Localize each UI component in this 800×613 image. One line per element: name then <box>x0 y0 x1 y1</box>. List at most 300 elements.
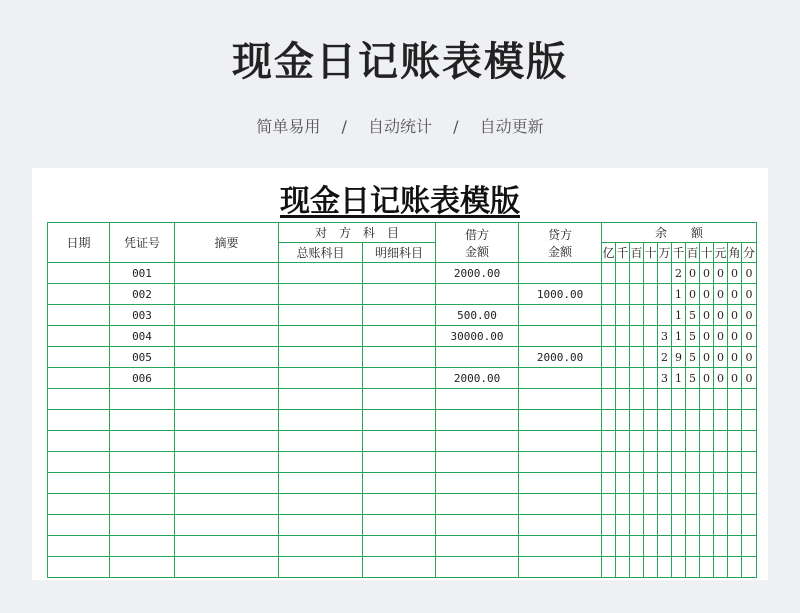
date-cell[interactable] <box>48 536 110 557</box>
header-digit-unit: 十 <box>700 243 714 263</box>
balance-digit-cell[interactable] <box>714 557 728 578</box>
header-credit-line1: 贷方 <box>548 227 573 242</box>
ledger-table <box>47 222 757 578</box>
balance-digit-cell[interactable] <box>672 452 686 473</box>
detail-account-cell[interactable] <box>363 431 436 452</box>
balance-digit-cell[interactable]: 1 <box>672 326 686 347</box>
balance-digit-cell[interactable] <box>630 368 644 389</box>
date-cell[interactable] <box>48 305 110 326</box>
balance-digit-cell[interactable] <box>616 326 630 347</box>
balance-digit-cell[interactable] <box>714 452 728 473</box>
balance-digit-cell[interactable] <box>616 347 630 368</box>
balance-digit-cell[interactable]: 0 <box>742 368 757 389</box>
header-counter-account: 对 方 科 目 <box>279 223 436 243</box>
voucher-cell[interactable] <box>110 473 175 494</box>
balance-digit-cell[interactable] <box>616 263 630 284</box>
balance-digit-cell[interactable]: 0 <box>742 347 757 368</box>
debit-cell[interactable]: 500.00 <box>436 305 519 326</box>
detail-account-cell[interactable] <box>363 494 436 515</box>
balance-digit-cell[interactable] <box>672 473 686 494</box>
credit-cell[interactable]: 2000.00 <box>519 347 602 368</box>
credit-cell[interactable] <box>519 326 602 347</box>
balance-digit-cell[interactable] <box>630 452 644 473</box>
credit-cell[interactable] <box>519 368 602 389</box>
general-account-cell[interactable] <box>279 431 363 452</box>
balance-digit-cell[interactable]: 0 <box>728 326 742 347</box>
balance-digit-cell[interactable] <box>658 263 672 284</box>
balance-digit-cell[interactable] <box>644 536 658 557</box>
tag-separator: / <box>453 117 459 136</box>
balance-digit-cell[interactable] <box>616 515 630 536</box>
balance-digit-cell[interactable] <box>630 473 644 494</box>
date-cell[interactable] <box>48 431 110 452</box>
tag-simple: 简单易用 <box>256 117 321 136</box>
balance-digit-cell[interactable]: 1 <box>672 368 686 389</box>
balance-digit-cell[interactable]: 0 <box>700 347 714 368</box>
balance-digit-cell[interactable] <box>728 410 742 431</box>
table-row <box>48 494 757 515</box>
table-row <box>48 431 757 452</box>
balance-digit-cell[interactable] <box>644 263 658 284</box>
credit-cell[interactable] <box>519 494 602 515</box>
balance-digit-cell[interactable] <box>616 431 630 452</box>
balance-digit-cell[interactable] <box>616 473 630 494</box>
header-digit-unit: 百 <box>686 243 700 263</box>
balance-digit-cell[interactable] <box>616 368 630 389</box>
debit-cell[interactable]: 2000.00 <box>436 263 519 284</box>
date-cell[interactable] <box>48 410 110 431</box>
balance-digit-cell[interactable] <box>728 515 742 536</box>
summary-cell[interactable] <box>175 347 279 368</box>
balance-digit-cell[interactable]: 0 <box>714 326 728 347</box>
balance-digit-cell[interactable] <box>658 410 672 431</box>
header-date: 日期 <box>48 223 110 263</box>
debit-cell[interactable]: 2000.00 <box>436 368 519 389</box>
general-account-cell[interactable] <box>279 347 363 368</box>
balance-digit-cell[interactable] <box>714 431 728 452</box>
balance-digit-cell[interactable] <box>602 473 616 494</box>
debit-cell[interactable] <box>436 515 519 536</box>
balance-digit-cell[interactable] <box>630 305 644 326</box>
balance-digit-cell[interactable] <box>644 326 658 347</box>
balance-digit-cell[interactable] <box>686 515 700 536</box>
balance-digit-cell[interactable] <box>616 284 630 305</box>
detail-account-cell[interactable] <box>363 452 436 473</box>
balance-digit-cell[interactable] <box>700 557 714 578</box>
summary-cell[interactable] <box>175 368 279 389</box>
debit-cell[interactable] <box>436 473 519 494</box>
detail-account-cell[interactable] <box>363 347 436 368</box>
header-digit-unit: 十 <box>644 243 658 263</box>
balance-digit-cell[interactable]: 0 <box>700 263 714 284</box>
summary-cell[interactable] <box>175 389 279 410</box>
balance-digit-cell[interactable] <box>644 305 658 326</box>
balance-digit-cell[interactable]: 0 <box>742 305 757 326</box>
balance-digit-cell[interactable] <box>644 431 658 452</box>
balance-digit-cell[interactable] <box>644 494 658 515</box>
balance-digit-cell[interactable] <box>686 431 700 452</box>
balance-digit-cell[interactable] <box>658 389 672 410</box>
table-row <box>48 368 757 389</box>
date-cell[interactable] <box>48 368 110 389</box>
table-row <box>48 557 757 578</box>
date-cell[interactable] <box>48 557 110 578</box>
debit-cell[interactable] <box>436 431 519 452</box>
balance-digit-cell[interactable] <box>686 410 700 431</box>
credit-cell[interactable] <box>519 473 602 494</box>
balance-digit-cell[interactable] <box>714 515 728 536</box>
detail-account-cell[interactable] <box>363 536 436 557</box>
balance-digit-cell[interactable] <box>602 368 616 389</box>
balance-digit-cell[interactable]: 5 <box>686 368 700 389</box>
balance-digit-cell[interactable] <box>686 557 700 578</box>
balance-digit-cell[interactable] <box>700 389 714 410</box>
balance-digit-cell[interactable]: 3 <box>658 326 672 347</box>
header-detail-account: 明细科目 <box>363 243 436 263</box>
date-cell[interactable] <box>48 515 110 536</box>
balance-digit-cell[interactable]: 1 <box>672 284 686 305</box>
balance-digit-cell[interactable] <box>630 263 644 284</box>
balance-digit-cell[interactable]: 0 <box>742 263 757 284</box>
balance-digit-cell[interactable] <box>658 557 672 578</box>
detail-account-cell[interactable] <box>363 368 436 389</box>
balance-digit-cell[interactable] <box>644 347 658 368</box>
credit-cell[interactable] <box>519 305 602 326</box>
general-account-cell[interactable] <box>279 494 363 515</box>
balance-digit-cell[interactable]: 1 <box>672 305 686 326</box>
balance-digit-cell[interactable] <box>602 284 616 305</box>
balance-digit-cell[interactable] <box>616 494 630 515</box>
balance-digit-cell[interactable] <box>672 410 686 431</box>
balance-digit-cell[interactable]: 0 <box>714 284 728 305</box>
balance-digit-cell[interactable] <box>686 494 700 515</box>
balance-digit-cell[interactable] <box>602 536 616 557</box>
summary-cell[interactable] <box>175 326 279 347</box>
general-account-cell[interactable] <box>279 389 363 410</box>
detail-account-cell[interactable] <box>363 284 436 305</box>
balance-digit-cell[interactable] <box>658 515 672 536</box>
balance-digit-cell[interactable] <box>742 473 757 494</box>
header-digit-unit: 亿 <box>602 243 616 263</box>
date-cell[interactable] <box>48 473 110 494</box>
balance-digit-cell[interactable] <box>658 431 672 452</box>
balance-digit-cell[interactable]: 0 <box>714 347 728 368</box>
detail-account-cell[interactable] <box>363 305 436 326</box>
balance-digit-cell[interactable] <box>602 326 616 347</box>
balance-digit-cell[interactable]: 5 <box>686 347 700 368</box>
balance-digit-cell[interactable] <box>658 452 672 473</box>
balance-digit-cell[interactable] <box>644 515 658 536</box>
balance-digit-cell[interactable]: 3 <box>658 368 672 389</box>
general-account-cell[interactable] <box>279 557 363 578</box>
balance-digit-cell[interactable]: 0 <box>700 326 714 347</box>
balance-digit-cell[interactable]: 2 <box>672 263 686 284</box>
balance-digit-cell[interactable] <box>742 410 757 431</box>
balance-digit-cell[interactable] <box>616 305 630 326</box>
detail-account-cell[interactable] <box>363 410 436 431</box>
summary-cell[interactable] <box>175 263 279 284</box>
table-row <box>48 452 757 473</box>
general-account-cell[interactable] <box>279 410 363 431</box>
balance-digit-cell[interactable] <box>714 494 728 515</box>
balance-digit-cell[interactable] <box>686 473 700 494</box>
summary-cell[interactable] <box>175 284 279 305</box>
balance-digit-cell[interactable] <box>742 452 757 473</box>
detail-account-cell[interactable] <box>363 557 436 578</box>
balance-digit-cell[interactable] <box>714 389 728 410</box>
balance-digit-cell[interactable] <box>728 452 742 473</box>
balance-digit-cell[interactable] <box>728 389 742 410</box>
balance-digit-cell[interactable] <box>658 305 672 326</box>
general-account-cell[interactable] <box>279 326 363 347</box>
balance-digit-cell[interactable]: 0 <box>728 284 742 305</box>
summary-cell[interactable] <box>175 536 279 557</box>
date-cell[interactable] <box>48 389 110 410</box>
date-cell[interactable] <box>48 326 110 347</box>
balance-digit-cell[interactable] <box>742 494 757 515</box>
balance-digit-cell[interactable] <box>602 431 616 452</box>
balance-digit-cell[interactable] <box>714 536 728 557</box>
balance-digit-cell[interactable] <box>630 557 644 578</box>
credit-cell[interactable] <box>519 452 602 473</box>
general-account-cell[interactable] <box>279 368 363 389</box>
credit-cell[interactable] <box>519 431 602 452</box>
balance-digit-cell[interactable]: 0 <box>728 347 742 368</box>
balance-digit-cell[interactable] <box>644 473 658 494</box>
balance-digit-cell[interactable] <box>700 410 714 431</box>
balance-digit-cell[interactable] <box>630 431 644 452</box>
balance-digit-cell[interactable] <box>630 536 644 557</box>
balance-digit-cell[interactable] <box>602 389 616 410</box>
balance-digit-cell[interactable] <box>644 410 658 431</box>
credit-cell[interactable] <box>519 410 602 431</box>
debit-cell[interactable]: 30000.00 <box>436 326 519 347</box>
header-debit <box>436 223 519 263</box>
balance-digit-cell[interactable] <box>644 368 658 389</box>
credit-cell[interactable] <box>519 557 602 578</box>
balance-digit-cell[interactable]: 5 <box>686 326 700 347</box>
balance-digit-cell[interactable] <box>602 347 616 368</box>
balance-digit-cell[interactable] <box>686 452 700 473</box>
date-cell[interactable] <box>48 284 110 305</box>
summary-cell[interactable] <box>175 305 279 326</box>
voucher-cell[interactable] <box>110 515 175 536</box>
table-row <box>48 326 757 347</box>
balance-digit-cell[interactable] <box>742 536 757 557</box>
debit-cell[interactable] <box>436 410 519 431</box>
balance-digit-cell[interactable] <box>658 473 672 494</box>
voucher-cell[interactable]: 004 <box>110 326 175 347</box>
balance-digit-cell[interactable] <box>630 326 644 347</box>
balance-digit-cell[interactable] <box>700 452 714 473</box>
balance-digit-cell[interactable] <box>686 536 700 557</box>
debit-cell[interactable] <box>436 557 519 578</box>
balance-digit-cell[interactable] <box>602 263 616 284</box>
detail-account-cell[interactable] <box>363 389 436 410</box>
balance-digit-cell[interactable] <box>700 536 714 557</box>
header-digit-unit: 千 <box>616 243 630 263</box>
balance-digit-cell[interactable] <box>630 284 644 305</box>
balance-digit-cell[interactable] <box>658 284 672 305</box>
debit-cell[interactable] <box>436 536 519 557</box>
balance-digit-cell[interactable] <box>616 410 630 431</box>
balance-digit-cell[interactable] <box>630 347 644 368</box>
balance-digit-cell[interactable] <box>742 431 757 452</box>
balance-digit-cell[interactable] <box>672 431 686 452</box>
balance-digit-cell[interactable]: 0 <box>742 326 757 347</box>
balance-digit-cell[interactable] <box>602 494 616 515</box>
balance-digit-cell[interactable] <box>728 494 742 515</box>
balance-digit-cell[interactable] <box>714 410 728 431</box>
general-account-cell[interactable] <box>279 536 363 557</box>
balance-digit-cell[interactable] <box>700 515 714 536</box>
general-account-cell[interactable] <box>279 515 363 536</box>
summary-cell[interactable] <box>175 431 279 452</box>
date-cell[interactable] <box>48 494 110 515</box>
voucher-cell[interactable]: 005 <box>110 347 175 368</box>
debit-cell[interactable] <box>436 452 519 473</box>
balance-digit-cell[interactable]: 2 <box>658 347 672 368</box>
credit-cell[interactable] <box>519 536 602 557</box>
balance-digit-cell[interactable] <box>700 431 714 452</box>
table-row <box>48 263 757 284</box>
credit-cell[interactable] <box>519 389 602 410</box>
voucher-cell[interactable]: 001 <box>110 263 175 284</box>
sheet-title <box>32 176 768 220</box>
summary-cell[interactable] <box>175 452 279 473</box>
balance-digit-cell[interactable]: 0 <box>700 368 714 389</box>
balance-digit-cell[interactable] <box>658 494 672 515</box>
tag-auto-update: 自动更新 <box>479 117 544 136</box>
summary-cell[interactable] <box>175 410 279 431</box>
balance-digit-cell[interactable] <box>602 410 616 431</box>
balance-digit-cell[interactable] <box>658 536 672 557</box>
balance-digit-cell[interactable] <box>630 410 644 431</box>
balance-digit-cell[interactable] <box>644 452 658 473</box>
balance-digit-cell[interactable] <box>742 557 757 578</box>
general-account-cell[interactable] <box>279 305 363 326</box>
general-account-cell[interactable] <box>279 263 363 284</box>
balance-digit-cell[interactable]: 9 <box>672 347 686 368</box>
general-account-cell[interactable] <box>279 284 363 305</box>
balance-digit-cell[interactable] <box>700 494 714 515</box>
voucher-cell[interactable]: 002 <box>110 284 175 305</box>
debit-cell[interactable] <box>436 389 519 410</box>
balance-digit-cell[interactable] <box>728 431 742 452</box>
balance-digit-cell[interactable] <box>728 473 742 494</box>
debit-cell[interactable] <box>436 494 519 515</box>
voucher-cell[interactable] <box>110 494 175 515</box>
balance-digit-cell[interactable] <box>700 473 714 494</box>
balance-digit-cell[interactable]: 0 <box>686 284 700 305</box>
page-title: 现金日记账表模版 <box>232 39 568 85</box>
balance-digit-cell[interactable] <box>672 557 686 578</box>
date-cell[interactable] <box>48 347 110 368</box>
credit-cell[interactable] <box>519 263 602 284</box>
voucher-cell[interactable] <box>110 389 175 410</box>
balance-digit-cell[interactable] <box>644 557 658 578</box>
date-cell[interactable] <box>48 452 110 473</box>
detail-account-cell[interactable] <box>363 263 436 284</box>
detail-account-cell[interactable] <box>363 326 436 347</box>
balance-digit-cell[interactable] <box>686 389 700 410</box>
balance-digit-cell[interactable] <box>616 536 630 557</box>
table-row <box>48 536 757 557</box>
date-cell[interactable] <box>48 263 110 284</box>
balance-digit-cell[interactable] <box>742 389 757 410</box>
general-account-cell[interactable] <box>279 452 363 473</box>
balance-digit-cell[interactable] <box>630 494 644 515</box>
balance-digit-cell[interactable]: 0 <box>686 263 700 284</box>
voucher-cell[interactable]: 003 <box>110 305 175 326</box>
credit-cell[interactable]: 1000.00 <box>519 284 602 305</box>
balance-digit-cell[interactable] <box>672 536 686 557</box>
voucher-cell[interactable] <box>110 557 175 578</box>
balance-digit-cell[interactable] <box>616 452 630 473</box>
balance-digit-cell[interactable] <box>616 557 630 578</box>
table-row <box>48 284 757 305</box>
balance-digit-cell[interactable] <box>630 515 644 536</box>
summary-cell[interactable] <box>175 515 279 536</box>
balance-digit-cell[interactable] <box>644 284 658 305</box>
voucher-cell[interactable] <box>110 452 175 473</box>
balance-digit-cell[interactable] <box>602 515 616 536</box>
table-row <box>48 473 757 494</box>
balance-digit-cell[interactable] <box>728 536 742 557</box>
voucher-cell[interactable]: 006 <box>110 368 175 389</box>
balance-digit-cell[interactable]: 0 <box>714 305 728 326</box>
balance-digit-cell[interactable]: 0 <box>700 284 714 305</box>
balance-digit-cell[interactable] <box>602 305 616 326</box>
debit-cell[interactable] <box>436 347 519 368</box>
sheet-title-text: 现金日记账表模版 <box>280 184 520 219</box>
header-balance: 余 额 <box>602 223 757 243</box>
balance-digit-cell[interactable] <box>644 389 658 410</box>
summary-cell[interactable] <box>175 473 279 494</box>
balance-digit-cell[interactable]: 0 <box>728 368 742 389</box>
balance-digit-cell[interactable]: 0 <box>714 368 728 389</box>
general-account-cell[interactable] <box>279 473 363 494</box>
voucher-cell[interactable] <box>110 536 175 557</box>
balance-digit-cell[interactable]: 0 <box>700 305 714 326</box>
balance-digit-cell[interactable] <box>616 389 630 410</box>
header-voucher: 凭证号 <box>110 223 175 263</box>
voucher-cell[interactable] <box>110 431 175 452</box>
credit-cell[interactable] <box>519 515 602 536</box>
balance-digit-cell[interactable]: 0 <box>714 263 728 284</box>
balance-digit-cell[interactable] <box>728 557 742 578</box>
balance-digit-cell[interactable] <box>672 515 686 536</box>
balance-digit-cell[interactable] <box>742 515 757 536</box>
detail-account-cell[interactable] <box>363 515 436 536</box>
balance-digit-cell[interactable]: 0 <box>742 284 757 305</box>
balance-digit-cell[interactable]: 0 <box>728 305 742 326</box>
balance-digit-cell[interactable] <box>672 389 686 410</box>
voucher-cell[interactable] <box>110 410 175 431</box>
debit-cell[interactable] <box>436 284 519 305</box>
balance-digit-cell[interactable] <box>714 473 728 494</box>
summary-cell[interactable] <box>175 557 279 578</box>
balance-digit-cell[interactable]: 0 <box>728 263 742 284</box>
summary-cell[interactable] <box>175 494 279 515</box>
balance-digit-cell[interactable] <box>672 494 686 515</box>
balance-digit-cell[interactable] <box>602 452 616 473</box>
balance-digit-cell[interactable] <box>602 557 616 578</box>
header-debit-line1: 借方 <box>465 227 490 242</box>
balance-digit-cell[interactable] <box>630 389 644 410</box>
balance-digit-cell[interactable]: 5 <box>686 305 700 326</box>
detail-account-cell[interactable] <box>363 473 436 494</box>
